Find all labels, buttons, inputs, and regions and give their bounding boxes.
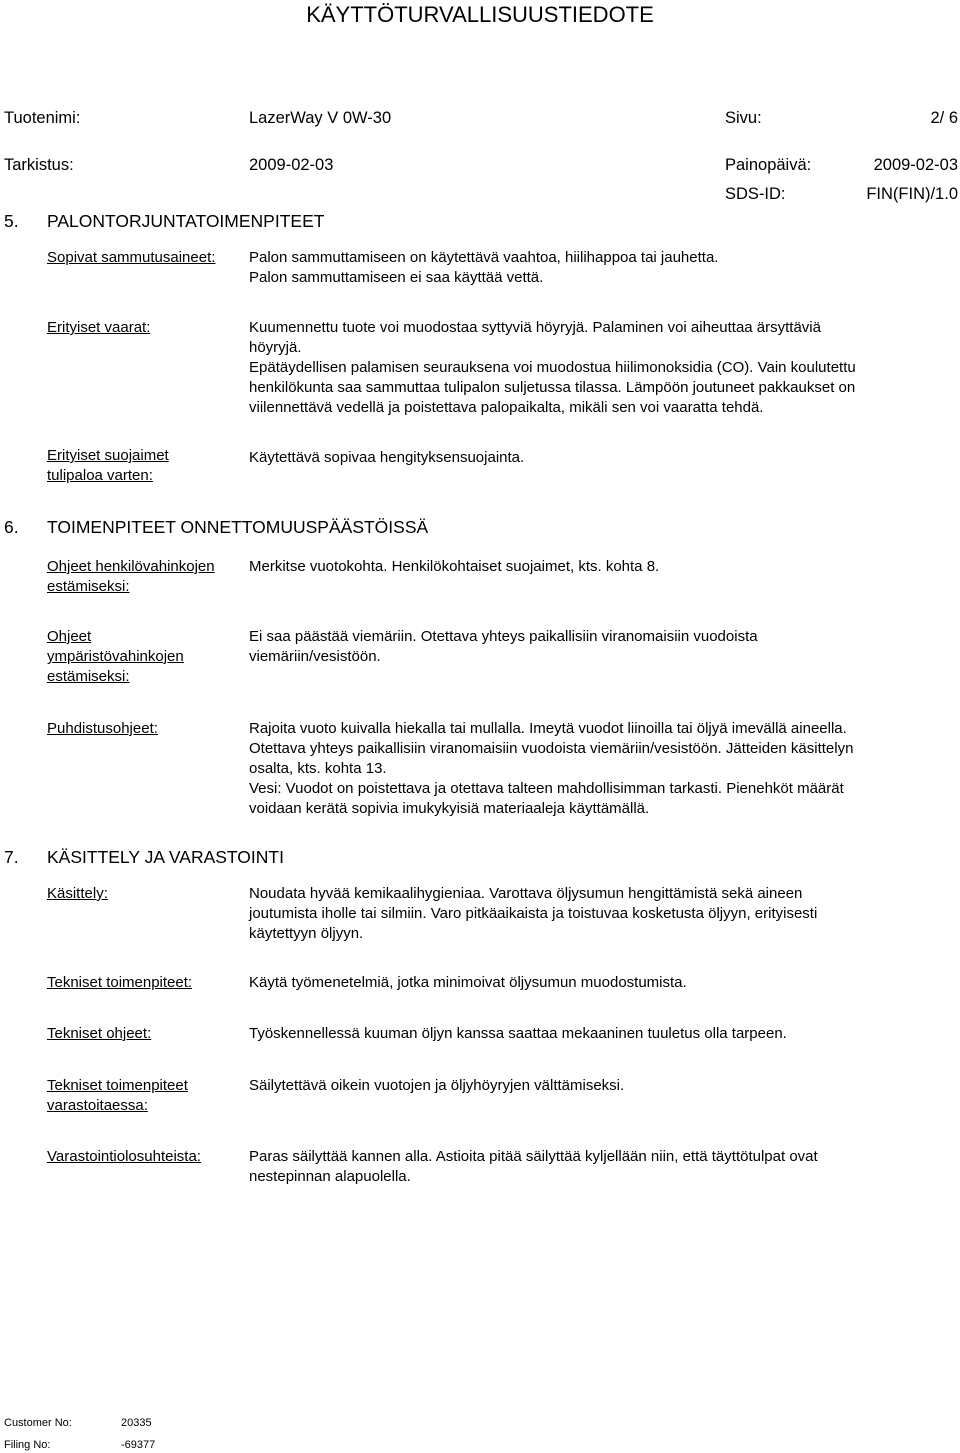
storage-conditions-label: Varastointiolosuhteista: — [47, 1148, 201, 1165]
storage-conditions-text: Paras säilyttää kannen alla. Astioita pitää säilyttää kyljellään niin, että täyttötulpat ovat nestepinnan alapuolella. — [249, 1148, 818, 1185]
technical-measures-label: Tekniset toimenpiteet: — [47, 974, 193, 991]
storage-measures-text: Säilytettävä oikein vuotojen ja öljyhöyryjen välttämiseksi. — [249, 1077, 625, 1094]
customer-number-label: Customer No: — [4, 1417, 72, 1429]
section-6-number: 6. — [4, 517, 19, 537]
print-date-label: Painopäivä: — [725, 156, 812, 174]
technical-measures-text: Käytä työmenetelmiä, jotka minimoivat öljysumun muodostumista. — [249, 974, 687, 991]
technical-instructions-label: Tekniset ohjeet: — [47, 1025, 152, 1042]
filing-number-label: Filing No: — [4, 1439, 51, 1451]
revision-value: 2009-02-03 — [249, 156, 334, 174]
sds-id-label: SDS-ID: — [725, 185, 786, 203]
personal-precautions-label: Ohjeet henkilövahinkojen estämiseksi: — [47, 558, 215, 595]
special-hazards-text: Kuumennettu tuote voi muodostaa syttyviä höyryjä. Palaminen voi aiheuttaa ärsyttäviä höyryjä. Epätäydellisen palamisen seurauksena voi muodostua hiilimonoksidia (CO). Vain koulutettu henkilökunta saa sammuttaa tulipalon suljetussa tilassa. Lämpöön joutuneet pakkaukset on viilennettävä vedellä ja poistettava palopaikalta, mikäli sen voi vaaratta tehdä. — [249, 319, 856, 416]
personal-precautions-text: Merkitse vuotokohta. Henkilökohtaiset suojaimet, kts. kohta 8. — [249, 558, 660, 575]
handling-text: Noudata hyvää kemikaalihygieniaa. Varottava öljysumun hengittämistä sekä aineen joutumista iholle tai silmiin. Varo pitkäaikaista ja toistuvaa kosketusta öljyyn, erityisesti käytettyyn öljyyn. — [249, 885, 818, 942]
cleanup-text: Rajoita vuoto kuivalla hiekalla tai mullalla. Imeytä vuodot liinoilla tai öljyä imevällä aineella. Otettava yhteys paikallisiin viranomaisiin vuodoista viemäriin/vesistöön. Jätteiden käsittelyn osalta, kts. kohta 13. Vesi: Vuodot on poistettava ja otettava talteen mahdollisimman tarkasti. Pienehköt määrät voidaan kerätä sopivia imukykyisiä materiaaleja käyttämällä. — [249, 720, 854, 817]
product-label: Tuotenimi: — [4, 109, 81, 127]
section-5-number: 5. — [4, 211, 19, 231]
handling-label: Käsittely: — [47, 885, 108, 902]
product-value: LazerWay V 0W-30 — [249, 109, 392, 127]
customer-number-value: 20335 — [121, 1417, 152, 1429]
section-5-title: PALONTORJUNTATOIMENPITEET — [47, 211, 325, 231]
cleanup-label: Puhdistusohjeet: — [47, 720, 158, 737]
protective-equipment-label: Erityiset suojaimet tulipaloa varten: — [47, 447, 169, 484]
special-hazards-label: Erityiset vaarat: — [47, 319, 151, 336]
revision-label: Tarkistus: — [4, 156, 74, 174]
environmental-precautions-text: Ei saa päästää viemäriin. Otettava yhteys paikallisiin viranomaisiin vuodoista viemäriin/vesistöön. — [249, 628, 758, 665]
page-label: Sivu: — [725, 109, 762, 127]
section-6-title: TOIMENPITEET ONNETTOMUUSPÄÄSTÖISSÄ — [47, 517, 429, 537]
sds-id-value: FIN(FIN)/1.0 — [866, 185, 958, 203]
protective-equipment-text: Käytettävä sopivaa hengityksensuojainta. — [249, 449, 525, 466]
storage-measures-label: Tekniset toimenpiteet varastoitaessa: — [47, 1077, 188, 1114]
environmental-precautions-label: Ohjeet ympäristövahinkojen estämiseksi: — [47, 628, 184, 685]
extinguishing-media-text: Palon sammuttamiseen on käytettävä vaahtoa, hiilihappoa tai jauhetta. Palon sammuttamiseen ei saa käyttää vettä. — [249, 249, 719, 286]
print-date-value: 2009-02-03 — [873, 156, 958, 174]
technical-instructions-text: Työskennellessä kuuman öljyn kanssa saattaa mekaaninen tuuletus olla tarpeen. — [249, 1025, 787, 1042]
section-7-number: 7. — [4, 847, 19, 867]
page-value: 2/ 6 — [930, 109, 958, 127]
extinguishing-media-label: Sopivat sammutusaineet: — [47, 249, 216, 266]
section-7-title: KÄSITTELY JA VARASTOINTI — [47, 847, 284, 867]
filing-number-value: -69377 — [121, 1439, 156, 1451]
document-title: KÄYTTÖTURVALLISUUSTIEDOTE — [306, 2, 654, 27]
